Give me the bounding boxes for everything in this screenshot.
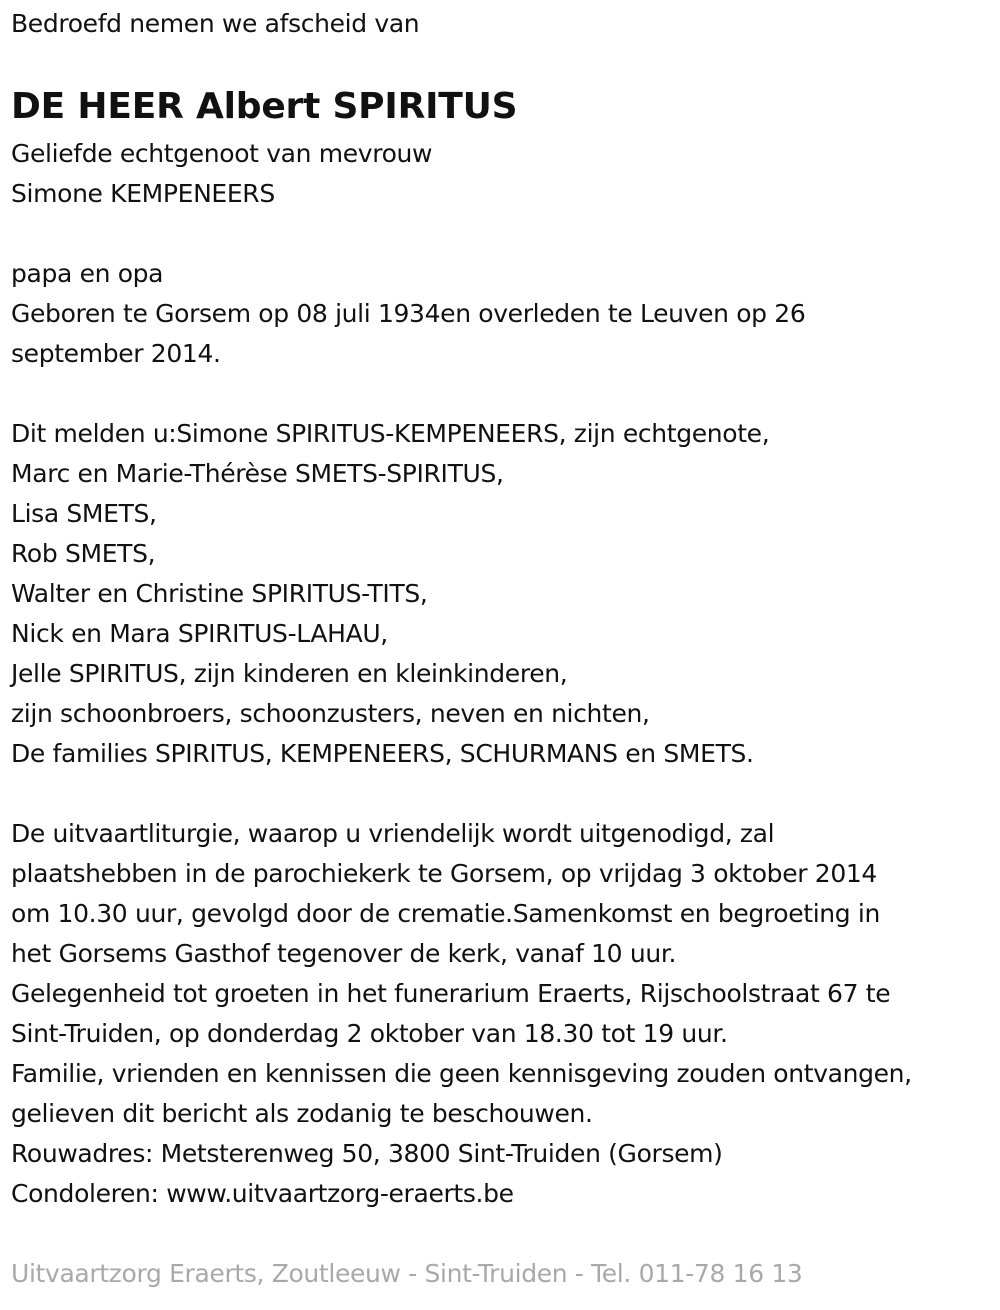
funeral-line: plaatshebben in de parochiekerk te Gorsem, op vrijdag 3 oktober 2014	[11, 859, 877, 888]
family-line: Jelle SPIRITUS, zijn kinderen en kleinkinderen,	[11, 659, 568, 688]
funeral-line: om 10.30 uur, gevolgd door de crematie.Samenkomst en begroeting in	[11, 899, 881, 928]
funeral-home-footer: Uitvaartzorg Eraerts, Zoutleeuw - Sint-Truiden - Tel. 011-78 16 13	[11, 1259, 803, 1288]
family-line: Rob SMETS,	[11, 539, 156, 568]
family-line: De families SPIRITUS, KEMPENEERS, SCHURMANS en SMETS.	[11, 739, 754, 768]
notice-intro: Bedroefd nemen we afscheid van	[11, 9, 420, 38]
funeral-line: het Gorsems Gasthof tegenover de kerk, vanaf 10 uur.	[11, 939, 677, 968]
funeral-line: Familie, vrienden en kennissen die geen kennisgeving zouden ontvangen,	[11, 1059, 912, 1088]
mourning-address: Rouwadres: Metsterenweg 50, 3800 Sint-Truiden (Gorsem)	[11, 1139, 723, 1168]
spouse-block	[11, 134, 432, 214]
birth-line: september 2014.	[11, 339, 221, 368]
family-line: Nick en Mara SPIRITUS-LAHAU,	[11, 619, 388, 648]
birth-line: Geboren te Gorsem op 08 juli 1934en overleden te Leuven op 26	[11, 299, 806, 328]
spouse-line: Geliefde echtgenoot van mevrouw	[11, 139, 433, 168]
funeral-line: Gelegenheid tot groeten in het funerarium Eraerts, Rijschoolstraat 67 te	[11, 979, 891, 1008]
family-line: Dit melden u:Simone SPIRITUS-KEMPENEERS, zijn echtgenote,	[11, 419, 770, 448]
birth-block	[11, 254, 805, 374]
deceased-name: DE HEER Albert SPIRITUS	[11, 86, 518, 127]
funeral-line: Sint-Truiden, op donderdag 2 oktober van 18.30 tot 19 uur.	[11, 1019, 728, 1048]
funeral-line: De uitvaartliturgie, waarop u vriendelijk wordt uitgenodigd, zal	[11, 819, 775, 848]
family-line: Marc en Marie-Thérèse SMETS-SPIRITUS,	[11, 459, 504, 488]
family-line: Walter en Christine SPIRITUS-TITS,	[11, 579, 428, 608]
condolence-link[interactable]: Condoleren: www.uitvaartzorg-eraerts.be	[11, 1179, 514, 1208]
family-block	[11, 414, 769, 774]
funeral-block	[11, 814, 912, 1214]
spouse-line: Simone KEMPENEERS	[11, 179, 275, 208]
family-line: zijn schoonbroers, schoonzusters, neven en nichten,	[11, 699, 650, 728]
birth-line: papa en opa	[11, 259, 164, 288]
family-line: Lisa SMETS,	[11, 499, 157, 528]
funeral-line: gelieven dit bericht als zodanig te beschouwen.	[11, 1099, 593, 1128]
